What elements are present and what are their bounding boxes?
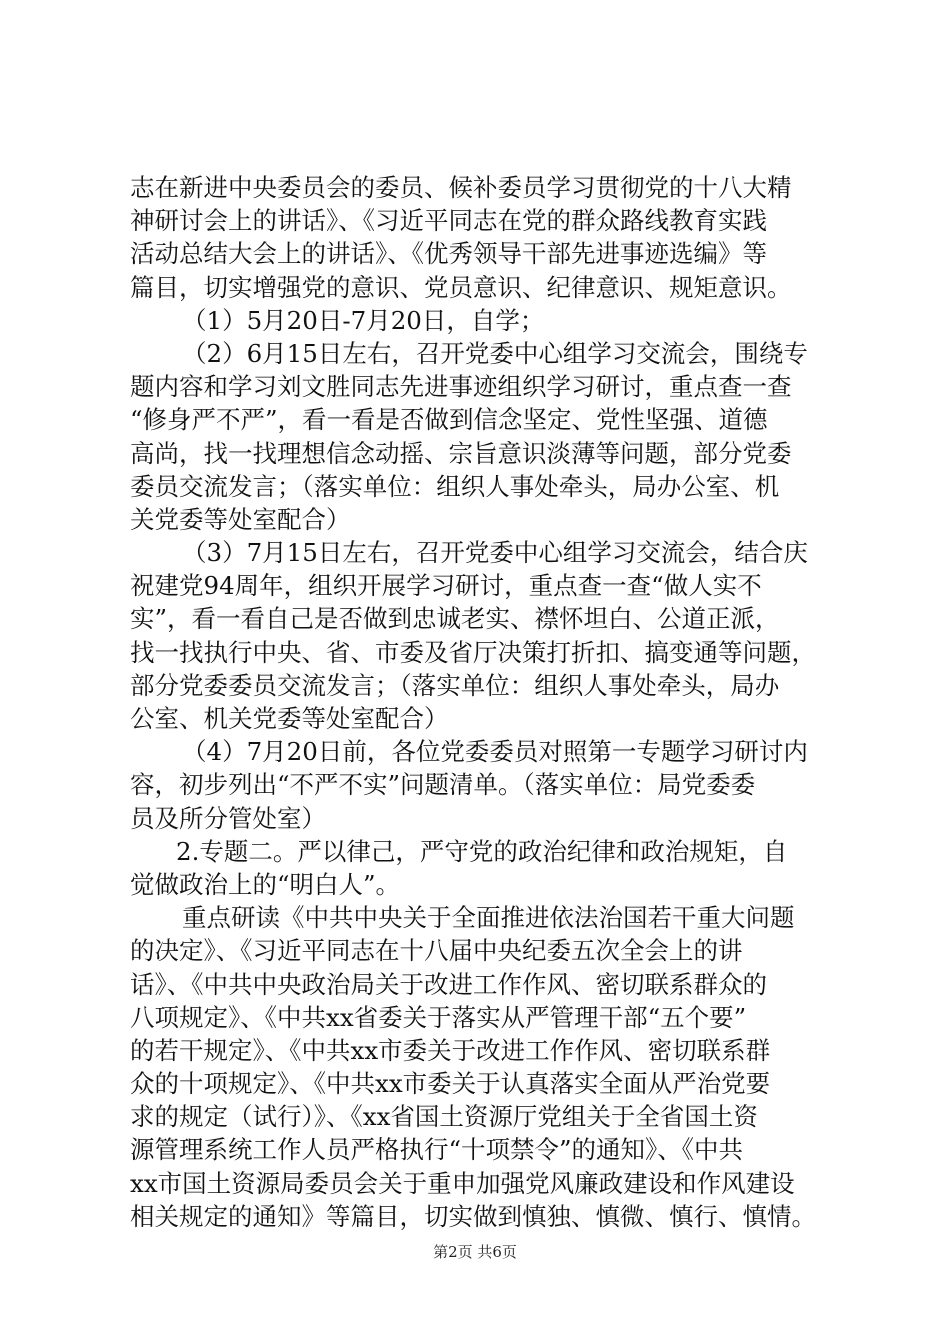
text-line: 容，初步列出“不严不实”问题清单。（落实单位：局党委委 (130, 770, 756, 800)
text-line: （3）7月15日左右，召开党委中心组学习交流会，结合庆 (182, 538, 808, 568)
text-line: 高尚，找一找理想信念动摇、宗旨意识淡薄等问题，部分党委 (130, 438, 792, 468)
text-line: xx市国土资源局委员会关于重申加强党风廉政建设和作风建设 (130, 1168, 795, 1198)
text-line: （1）5月20日-7月20日，自学； (182, 305, 545, 335)
text-line: 祝建党94周年，组织开展学习研讨，重点查一查“做人实不 (130, 571, 762, 601)
text-line: 的决定》、《习近平同志在十八届中央纪委五次全会上的讲 (130, 936, 743, 966)
page-number: 第2页 共6页 (433, 1243, 517, 1261)
text-line: 篇目，切实增强党的意识、党员意识、纪律意识、规矩意识。 (130, 272, 792, 302)
text-line: 公室、机关党委等处室配合） (130, 704, 449, 733)
text-line: 八项规定》、《中共xx省委关于落实从严管理干部“五个要” (130, 1002, 747, 1032)
text-line: 重点研读《中共中央关于全面推进依法治国若干重大问题 (182, 903, 795, 933)
text-line: （2）6月15日左右，召开党委中心组学习交流会，围绕专 (182, 338, 808, 368)
text-line: 题内容和学习刘文胜同志先进事迹组织学习研讨，重点查一查 (130, 372, 792, 402)
text-line: 相关规定的通知》等篇目，切实做到慎独、慎微、慎行、慎情。 (130, 1201, 816, 1231)
text-line: 话》、《中共中央政治局关于改进工作作风、密切联系群众的 (130, 969, 767, 999)
text-line: 源管理系统工作人员严格执行“十项禁令”的通知》、《中共 (130, 1135, 744, 1165)
text-line: 活动总结大会上的讲话》、《优秀领导干部先进事迹选编》等 (130, 239, 767, 269)
text-line: 觉做政治上的“明白人”。 (130, 869, 401, 899)
text-line: 志在新进中央委员会的委员、候补委员学习贯彻党的十八大精 (130, 173, 792, 202)
text-line: 部分党委委员交流发言；（落实单位：组织人事处牵头，局办 (130, 670, 780, 700)
text-line: 神研讨会上的讲话》、《习近平同志在党的群众路线教育实践 (130, 206, 767, 236)
text-line: 关党委等处室配合） (130, 504, 351, 534)
text-line: 众的十项规定》、《中共xx市委关于认真落实全面从严治党要 (130, 1069, 771, 1099)
text-line: “修身严不严”，看一看是否做到信念坚定、党性坚强、道德 (130, 405, 768, 435)
text-line: 找一找执行中央、省、市委及省厅决策打折扣、搞变通等问题， (130, 637, 816, 667)
text-line: 实”，看一看自己是否做到忠诚老实、襟怀坦白、公道正派， (130, 604, 780, 634)
text-line: 员及所分管处室） (130, 803, 326, 833)
section-heading: 2.专题二。严以律己，严守党的政治纪律和政治规矩，自 (176, 836, 788, 866)
page-footer (0, 1242, 950, 1262)
text-line: 的若干规定》、《中共xx市委关于改进工作作风、密切联系群 (130, 1035, 771, 1065)
document-body (130, 171, 830, 1233)
text-line: 求的规定（试行）》、《xx省国土资源厅党组关于全省国土资 (130, 1102, 758, 1132)
text-line: 委员交流发言；（落实单位：组织人事处牵头，局办公室、机 (130, 471, 780, 501)
text-line: （4）7月20日前，各位党委委员对照第一专题学习研讨内 (182, 737, 808, 767)
